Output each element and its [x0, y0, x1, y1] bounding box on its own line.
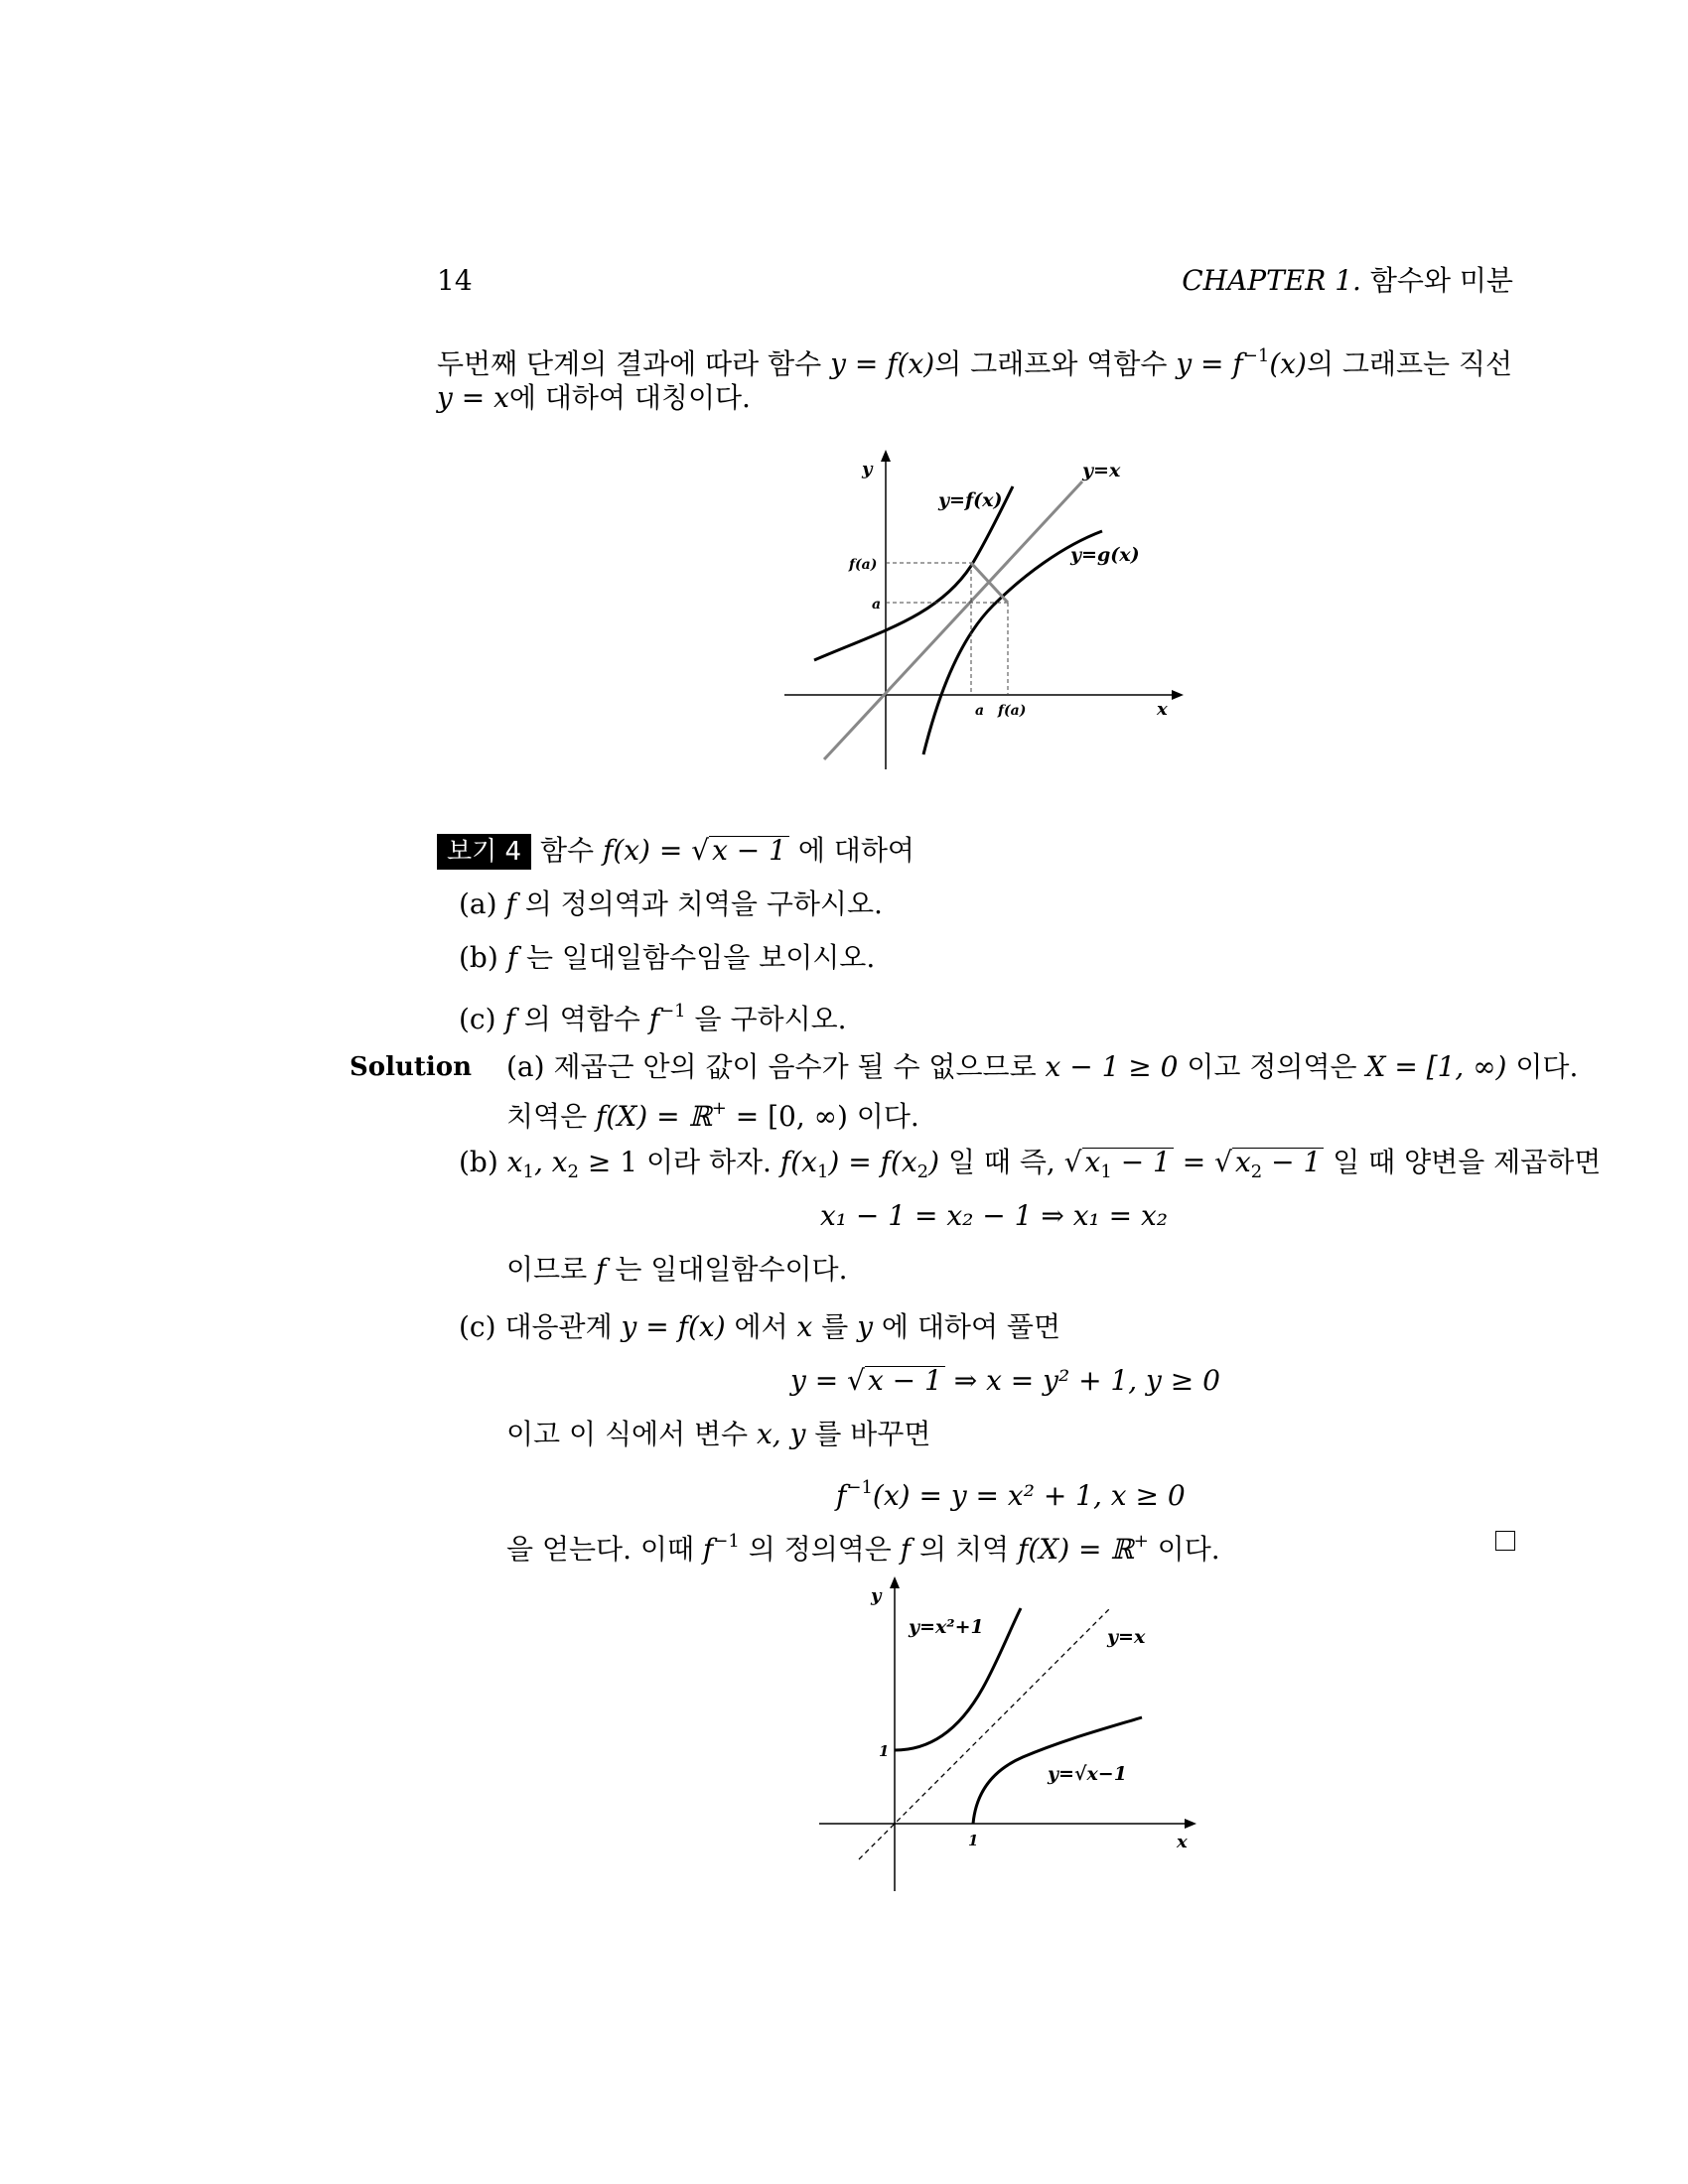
item-f: f — [506, 941, 518, 974]
intro-line-1 — [437, 338, 1512, 383]
fig1-label-yx: y=x — [1082, 460, 1121, 481]
intro-eq-finv: y = f — [1176, 347, 1243, 380]
sol-text: 치역은 — [506, 1100, 597, 1133]
solution-b-line-2 — [506, 1251, 848, 1289]
sol-eq: ) = f(x — [828, 1146, 917, 1178]
example-tag: 보기 4 — [437, 834, 531, 870]
sol-text: 의 정의역은 — [739, 1533, 901, 1566]
running-head — [1182, 262, 1513, 300]
chapter-title: 함수와 미분 — [1369, 264, 1513, 297]
sol-range: f(X) = ℝ — [1018, 1533, 1134, 1566]
chapter-label: CHAPTER 1. — [1182, 264, 1361, 297]
fig1-tick-fa-y: f(a) — [849, 557, 878, 573]
example-text: 에 대하여 — [788, 834, 914, 867]
item-finv: f — [648, 1003, 660, 1035]
item-label: (a) — [459, 887, 497, 920]
sol-text: 의 치역 — [911, 1533, 1018, 1566]
sol-ineq: x − 1 ≥ 0 — [1045, 1050, 1179, 1083]
fig1-label-y: y — [862, 459, 873, 479]
intro-eq-yx: y = x — [437, 381, 509, 414]
sol-label: (a) — [506, 1050, 545, 1083]
fig2-label-sqrt: y=√x−1 — [1048, 1763, 1127, 1785]
sol-radicand: − 1 — [1262, 1146, 1322, 1178]
sol-eq: ⇒ x = y² + 1, y ≥ 0 — [944, 1364, 1220, 1397]
sol-radicand: x − 1 — [865, 1366, 945, 1395]
page-number: 14 — [437, 264, 473, 297]
example-item-a — [459, 886, 883, 923]
intro-text: 에 대하여 대칭이다. — [508, 381, 751, 414]
sol-text: 를 — [812, 1310, 858, 1343]
intro-text: 의 그래프는 직선 — [1306, 347, 1513, 380]
sol-f: f — [702, 1533, 714, 1566]
solution-b-line-1: (b) $x_1$, $x_2 \ge 1$ 이라 하자. $f(x_1) = f(x_2)$ 일 때 즉, √ $x_1 - 1$ = √ $x_2 - 1$ 일 때 양변을 제곱하면 — [459, 1144, 1601, 1191]
line-y-equals-x — [824, 481, 1082, 759]
intro-eq-finv-arg: (x) — [1269, 347, 1307, 380]
sol-sup: + — [711, 1098, 727, 1119]
sol-label: (c) — [459, 1310, 496, 1343]
example-item-c — [459, 993, 847, 1038]
example-statement — [437, 832, 914, 870]
sol-text: 일 때 즉, — [939, 1146, 1064, 1178]
solution-c-line-1 — [459, 1308, 1060, 1346]
solution-c-line-3 — [506, 1523, 1220, 1569]
y-axis-arrow — [881, 450, 891, 462]
sol-eq: ) — [928, 1146, 940, 1178]
item-finv-sup: −1 — [659, 1001, 686, 1022]
example-item-b — [459, 939, 875, 977]
sol-text: 는 일대일함수이다. — [606, 1253, 848, 1286]
fig2-tick-1-x: 1 — [968, 1832, 979, 1849]
item-f: f — [505, 887, 516, 920]
sol-eq: y = f(x) — [621, 1310, 726, 1343]
fig2-tick-1-y: 1 — [879, 1742, 890, 1760]
sol-label: (b) — [459, 1146, 498, 1178]
item-f: f — [504, 1003, 515, 1035]
sol-text: 이다. — [1148, 1533, 1220, 1566]
sol-eq: f(x — [779, 1146, 817, 1178]
sol-var: , x — [533, 1146, 568, 1178]
example-fx: f(x) = — [602, 834, 692, 867]
sol-var: x — [796, 1310, 813, 1343]
figure-inverse-symmetry — [774, 447, 1192, 784]
fig1-label-x: x — [1157, 699, 1168, 720]
sol-text: 에 대하여 풀면 — [873, 1310, 1061, 1343]
sol-radicand: x — [1234, 1146, 1251, 1178]
sol-text: 제곱근 안의 값이 음수가 될 수 없으므로 — [553, 1050, 1046, 1083]
item-text: 는 일대일함수임을 보이시오. — [517, 941, 876, 974]
solution-c-line-2 — [506, 1416, 930, 1453]
fig2-label-yx: y=x — [1107, 1626, 1146, 1648]
sol-radicand: − 1 — [1111, 1146, 1171, 1178]
item-label: (b) — [459, 941, 498, 974]
solution-c-equation-1: y = √ x − 1 ⇒ x = y² + 1, y ≥ 0 — [790, 1364, 1220, 1397]
sol-text: 을 얻는다. 이때 — [506, 1533, 703, 1566]
sol-var: x — [506, 1146, 523, 1178]
item-text: 의 정의역과 치역을 구하시오. — [515, 887, 883, 920]
solution-a-line-2 — [506, 1090, 919, 1136]
intro-eq-f: y = f(x) — [830, 347, 935, 380]
item-label: (c) — [459, 1003, 496, 1035]
sol-text: 이고 이 식에서 변수 — [506, 1418, 757, 1450]
fig1-tick-a-x: a — [975, 703, 985, 719]
fig1-tick-fa-x: f(a) — [998, 703, 1027, 719]
fig1-label-yfx: y=f(x) — [938, 489, 1003, 511]
fig2-label-y: y — [871, 1585, 882, 1606]
sol-eq: f — [836, 1479, 847, 1512]
sol-radicand: x — [1084, 1146, 1101, 1178]
sol-ineq: ≥ 1 — [578, 1146, 638, 1178]
curve-f — [814, 486, 1013, 660]
sol-text: 이다. — [847, 1100, 919, 1133]
intro-eq-finv-sup: −1 — [1242, 345, 1270, 366]
sol-sup: −1 — [713, 1531, 740, 1552]
sol-text: 이라 하자. — [637, 1146, 780, 1178]
sol-vars: x, y — [757, 1418, 806, 1450]
solution-b-equation: x₁ − 1 = x₂ − 1 ⇒ x₁ = x₂ — [820, 1199, 1168, 1232]
sol-f: f — [596, 1253, 607, 1286]
solution-label: Solution — [350, 1052, 473, 1082]
example-text: 함수 — [539, 834, 603, 867]
sol-text: 이고 정의역은 — [1178, 1050, 1366, 1083]
sol-eq: (x) = y = x² + 1, x ≥ 0 — [872, 1479, 1186, 1512]
sol-f: f — [900, 1533, 912, 1566]
intro-text: 두번째 단계의 결과에 따라 함수 — [437, 347, 831, 380]
sol-text: 에서 — [725, 1310, 797, 1343]
sol-text: 이므로 — [506, 1253, 597, 1286]
solution-a-line-1 — [506, 1048, 1578, 1086]
sol-var: y — [857, 1310, 874, 1343]
y-axis-arrow — [890, 1576, 900, 1588]
sol-text: 일 때 양변을 제곱하면 — [1324, 1146, 1602, 1178]
sqrt-symbol: √ — [691, 834, 710, 867]
sol-eq: y = — [790, 1364, 848, 1397]
item-text: 을 구하시오. — [685, 1003, 847, 1035]
intro-text: 의 그래프와 역함수 — [934, 347, 1177, 380]
solution-c-equation-2 — [836, 1469, 1186, 1515]
item-text: 의 역함수 — [514, 1003, 649, 1035]
x-axis-arrow — [1185, 1819, 1196, 1829]
x-axis-arrow — [1172, 690, 1184, 700]
sol-sup: + — [1133, 1531, 1149, 1552]
sol-range: f(X) = ℝ — [596, 1100, 712, 1133]
figure-sqrt-inverse — [809, 1573, 1206, 1896]
sol-domain: X = [1, ∞) — [1365, 1050, 1507, 1083]
fig2-label-parabola: y=x²+1 — [909, 1616, 984, 1638]
example-radicand: x − 1 — [709, 836, 789, 865]
fig1-label-ygx: y=g(x) — [1070, 544, 1140, 566]
sol-text: 대응관계 — [504, 1310, 622, 1343]
intro-line-2 — [437, 379, 751, 417]
fig1-tick-a-y: a — [872, 597, 882, 613]
qed-box — [1495, 1531, 1515, 1555]
sol-eq-sign: = — [1173, 1146, 1215, 1178]
sol-text: 이다. — [1506, 1050, 1579, 1083]
sol-sup: −1 — [846, 1477, 873, 1498]
sol-range-interval: = [0, ∞) — [726, 1100, 848, 1133]
sol-text: 를 바꾸면 — [805, 1418, 931, 1450]
fig2-label-x: x — [1177, 1832, 1188, 1852]
line-y-equals-x — [859, 1608, 1110, 1859]
